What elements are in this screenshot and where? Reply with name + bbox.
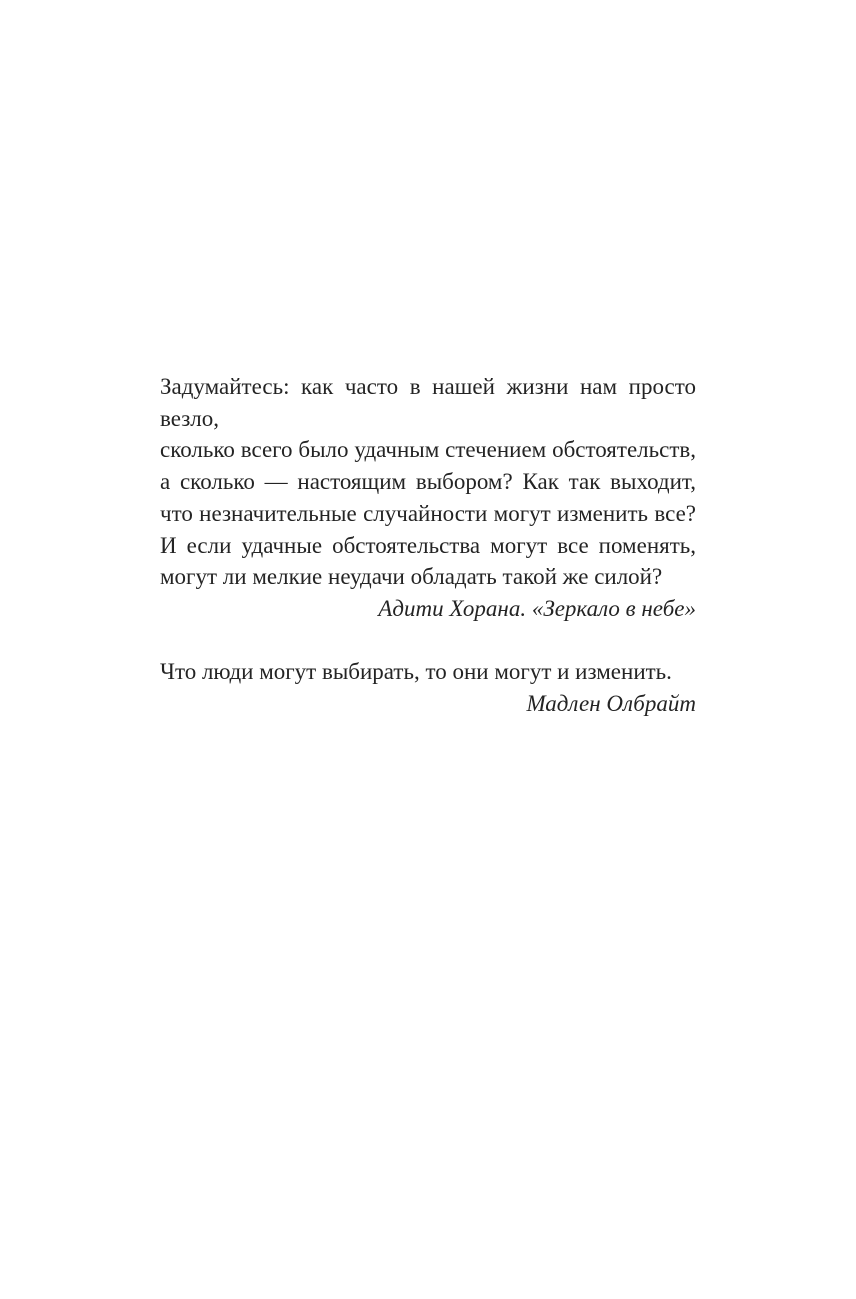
quote-line: И если удачные обстоятельства могут все поменять, [160, 532, 696, 558]
epigraph-1-quote [160, 371, 696, 593]
epigraph-2-quote [160, 656, 696, 688]
epigraph-1 [160, 371, 696, 625]
quote-line: могут ли мелкие неудачи обладать такой же силой? [160, 564, 663, 590]
epigraph-spacer [160, 625, 696, 657]
epigraph-2 [160, 656, 696, 719]
quote-line: что незначительные случайности могут изменить все? [160, 500, 696, 526]
quote-line: Задумайтесь: как часто в нашей жизни нам просто везло, [160, 374, 696, 431]
quote-line: а сколько — настоящим выбором? Как так выходит, [160, 469, 696, 495]
epigraph-1-attribution: Адити Хорана. «Зеркало в небе» [378, 595, 696, 621]
quote-line: Что люди могут выбирать, то они могут и изменить. [160, 659, 672, 685]
epigraph-block [160, 371, 696, 720]
epigraph-2-attribution: Мадлен Олбрайт [526, 691, 696, 717]
quote-line: сколько всего было удачным стечением обстоятельств, [160, 437, 696, 463]
